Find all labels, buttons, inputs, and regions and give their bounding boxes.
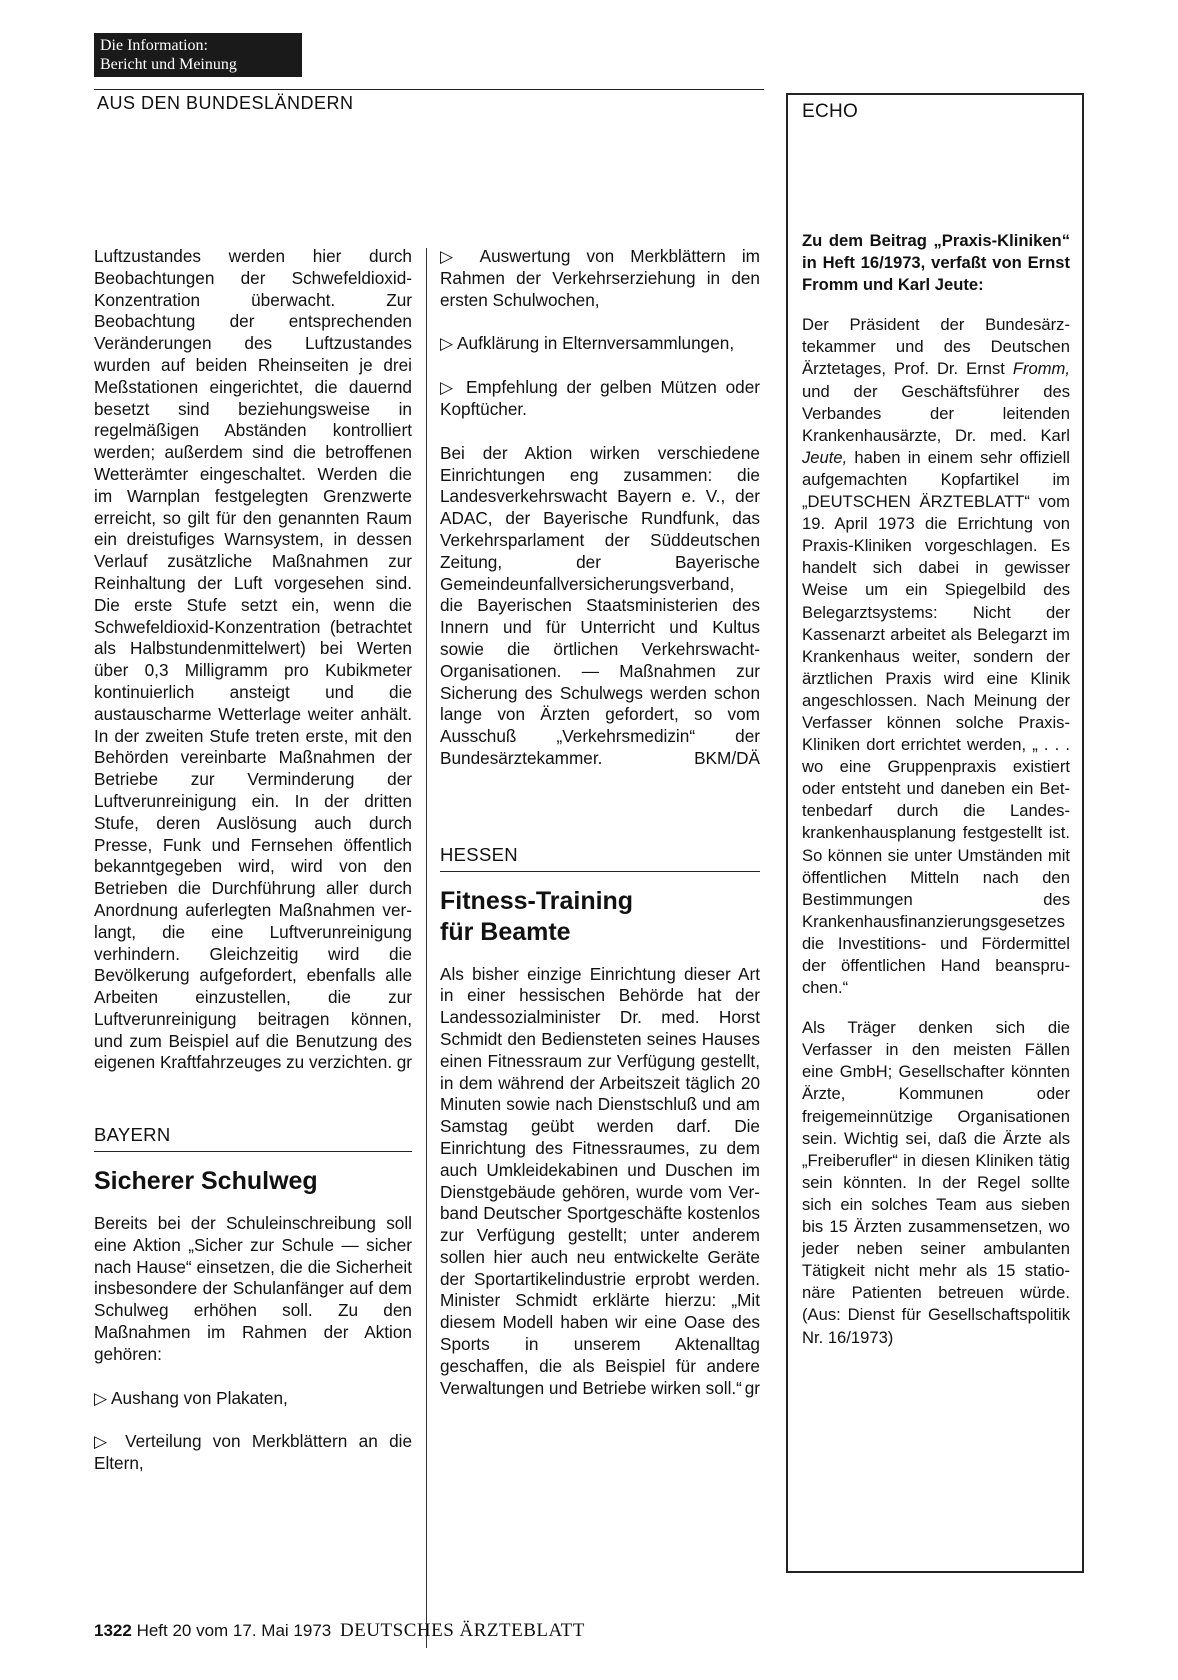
section-tag-line2: Bericht und Meinung [100, 56, 237, 73]
echo-p1-text-c: haben in einem sehr offiziell aufgemachten Kopfartikel im „DEUTSCHEN ÄRZTEBLATT“ vom 19. April 1973 die Errichtung von Praxis-Kliniken vorgeschlagen. Es handelt sich dabei in gewisser Weise um ein Spiegelbild des Belegarztsystems: Nicht der Kassenarzt arbeitet als Belegarzt im Krankenhaus weiter, sondern der ärztlichen Praxis wird eine Klinik angeschlossen. Nach Meinung der Verfasser können solche Praxis-Kliniken dort errichtet werden, „ . . . wo eine Gruppenpraxis existiert oder entsteht und daneben ein Bettenbedarf durch die Landeskrankenhausplanung festgestellt ist. So können sie unter Umständen mit öffentlichen Mitteln nach den Bestimmungen des Krankenhausfinanzierungsgesetzes die Investitions- und Fördermittel der öffentlichen Hand beanspruchen.“ [802, 447, 1070, 998]
column-1 [94, 246, 412, 1485]
headline-hessen-line2: für Beamte [440, 917, 571, 946]
bullet-text: Auswertung von Merkblättern im Rahmen der Verkehrserziehung in den ersten Schulwochen, [440, 246, 760, 310]
bayern-body [440, 443, 760, 770]
magazine-title: DEUTSCHES ÄRZTEBLATT [339, 1620, 585, 1641]
bullet-text: Empfehlung der gelben Mützen oder Kopftücher. [440, 377, 761, 419]
echo-paragraph-2: Als Träger denken sich die Verfasser in den meisten Fällen eine GmbH; Gesellschafter könnten Ärzte, Kommunen oder freigemeinnützige Organisationen sein. Wichtig sei, daß die Ärzte als „Freiberufler“ in diesen Kliniken tätig sein könnten. In der Regel sollte sich ein solches Team aus sieben bis 15 Ärzten zusammensetzen, wo jeder neben seiner ambulanten Tätigkeit nicht mehr als 15 stationäre Patienten betreuen würde. (Aus: Dienst für Gesellschaftspolitik Nr. 16/1973) [802, 1018, 1070, 1347]
headline-hessen-line1: Fitness-Training [440, 886, 634, 915]
continued-article-body: Luftzustandes werden hier durch Beobachtungen der Schwefeldioxid-Konzentration überwacht. Zur Beobachtung der entsprechenden Veränderungen des Luftzustandes wurden auf beiden Rheinseiten je drei Meßstationen eingerichtet, die dauernd besetzt sind beziehungsweise in regelmäßigen Abständen kontrolliert werden; außerdem sind die betroffenen Wetterämter eingeschaltet. Werden die im Warnplan festgelegten Grenzwerte erreicht, so gilt für den genannten Raum ein dreistufiges Warnsystem, in dessen Verlauf zusätzliche Maßnahmen zur Reinhaltung der Luft vorgesehen sind. Die erste Stufe setzt ein, wenn die Schwefeldioxid-Konzentration (betrachtet als Halbstundenmittelwert) bei Werten über 0,3 Milligramm pro Kubikmeter kontinuierlich ansteigt und die austauscharme Wetterlage weiter anhält. In der zweiten Stufe treten erste, mit den Behörden vereinbarte Maßnahmen der Betriebe zur Verminderung der Luftverunreinigung ein. In der dritten Stufe, deren Auslösung auch durch Presse, Funk und Fernsehen öffentlich bekanntgegeben wird, wird von den Betrieben die Durchführung aller durch Anordnung auferlegten Maßnahmen verlangt, die eine Luftverunreinigung verhindern. Gleichzeitig wird die Bevölkerung aufgefordert, ebenfalls alle Arbeiten einzustellen, die zur Luftverunreinigung beitragen können, und zum Beispiel auf die Benutzung des eigenen Kraftfahrzeuges zu verzichten. [94, 246, 412, 1073]
continued-article-signoff: gr [396, 1052, 412, 1073]
echo-p1-name-jeute: Jeute, [802, 447, 848, 467]
bullet-text: Aushang von Plakaten, [111, 1387, 288, 1408]
bullet-triangle-icon: ▷ [440, 377, 458, 398]
section-tag [94, 33, 302, 77]
bullet-item [94, 1388, 412, 1410]
rubric-hessen: HESSEN [440, 844, 760, 872]
bullet-item [94, 1431, 412, 1475]
column-divider [426, 248, 427, 1648]
bullet-text: Aufklärung in Elternversammlungen, [457, 333, 735, 354]
section-tag-line1: Die Information: [100, 37, 208, 54]
continued-article-text [94, 246, 412, 1074]
section-heading: AUS DEN BUNDESLÄNDERN [97, 93, 354, 113]
echo-box [786, 93, 1084, 1573]
hessen-body [440, 964, 760, 1400]
bullet-item [440, 333, 760, 355]
echo-p1-text-a: Der Präsident der Bundesärztekammer und des Deutschen Ärztetages, Prof. Dr. Ernst [802, 315, 1070, 379]
headline-bayern: Sicherer Schulweg [94, 1167, 318, 1196]
bayern-signoff: BKM/DÄ [694, 747, 760, 768]
column-2 [440, 246, 760, 1409]
hessen-body-text: Als bisher einzige Einrichtung dieser Art in einer hessischen Behörde hat der Landessozialminister Dr. med. Horst Schmidt den Bediensteten seines Hauses einen Fitnessraum zur Verfügung gestellt, in dem während der Arbeitszeit täglich 20 Minuten sowie nach Dienstschluß und am Samstag geübt werden darf. Die Einrichtung des Fitnessraumes, zu dem auch Umkleidekabinen und Duschen im Dienstgebäude gehören, wurde vom Verband Deutscher Sportgeschäfte kostenlos zur Verfügung gestellt; unter anderem sollen hier auch neu entwickelte Geräte der Sportartikelindustrie erprobt werden. Minister Schmidt erklärte hierzu: „Mit diesem Modell haben wir eine Oase des Sports in unserem Aktenalltag geschaffen, die als Beispiel für andere Verwaltungen und Betriebe wirken soll.“ [440, 963, 760, 1398]
bayern-intro: Bereits bei der Schuleinschreibung soll eine Aktion „Sicher zur Schule — sicher nach Hause“ einsetzen, die die Sicherheit insbesondere der Schulanfänger auf dem Schulweg erhöhen soll. Zu den Maßnahmen im Rahmen der Aktion gehören: [94, 1213, 412, 1364]
bullet-triangle-icon: ▷ [440, 246, 465, 266]
top-rule [94, 89, 764, 90]
echo-intro: Zu dem Beitrag „Praxis-Kliniken“ in Heft 16/1973, verfaßt von Ernst Fromm und Karl Jeute: [802, 231, 1070, 295]
bullet-triangle-icon: ▷ [440, 333, 454, 354]
hessen-signoff: gr [744, 1377, 760, 1398]
rubric-bayern: BAYERN [94, 1124, 412, 1152]
echo-body [802, 230, 1070, 1367]
bayern-body-text: Bei der Aktion wirken verschiedene Einrichtungen eng zusammen: die Landesverkehrswacht Bayern e. V., der ADAC, der Bayerische Rundfunk, das Verkehrsparlament der Süddeutschen Zeitung, der Bayerische Gemeindeunfallversicherungsverband, die Bayerischen Staatsministerien des Innern und für Unterricht und Kultus sowie die örtlichen Verkehrswacht-Organisationen. — Maßnahmen zur Sicherung des Schulwegs werden schon lange von Ärzten gefordert, so vom Ausschuß „Verkehrsmedizin“ der Bundesärztekammer. [440, 442, 760, 768]
echo-paragraph-1 [802, 314, 1070, 999]
echo-p1-text-b: und der Geschäftsführer des Verbandes der leitenden Krankenhausärzte, Dr. med. Karl [802, 381, 1070, 445]
bullet-triangle-icon: ▷ [94, 1387, 108, 1408]
issue-info: Heft 20 vom 17. Mai 1973 [136, 1621, 332, 1640]
bullet-item [440, 246, 760, 311]
echo-title: ECHO [802, 101, 859, 122]
page-number: 1322 [94, 1621, 132, 1640]
headline-hessen [440, 886, 760, 948]
echo-p1-name-fromm: Fromm, [1012, 359, 1070, 379]
page-footer [94, 1620, 585, 1642]
bullet-item [440, 377, 760, 421]
bullet-triangle-icon: ▷ [94, 1431, 114, 1452]
bullet-text: Verteilung von Merkblättern an die Eltern, [94, 1431, 412, 1474]
